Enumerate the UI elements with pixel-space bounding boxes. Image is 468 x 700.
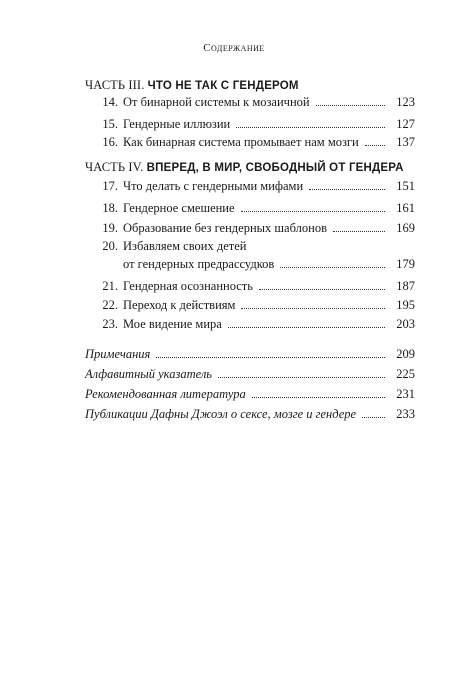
- toc-entry-19[interactable]: [85, 220, 415, 236]
- chapter-number: 19.: [102, 221, 118, 235]
- chapter-number: 20.: [102, 239, 118, 253]
- dot-leader: [228, 327, 385, 328]
- chapter-number: 16.: [102, 135, 118, 149]
- toc-entry-18[interactable]: [85, 200, 415, 216]
- page-number: 137: [396, 135, 415, 149]
- part-heading-3: [85, 78, 299, 93]
- toc-entry-16[interactable]: [85, 134, 415, 150]
- toc-entry-index[interactable]: [85, 366, 415, 382]
- dot-leader: [252, 397, 385, 398]
- toc-entry-notes[interactable]: [85, 346, 415, 362]
- chapter-number: 21.: [102, 279, 118, 293]
- toc-entry-20-line1[interactable]: [85, 238, 415, 254]
- dot-leader: [241, 308, 385, 309]
- dot-leader: [259, 289, 385, 290]
- chapter-title: Переход к действиям: [123, 298, 236, 312]
- back-matter-title: Рекомендованная литература: [85, 387, 246, 401]
- page-number: 179: [396, 257, 415, 271]
- chapter-title: Избавляем своих детей: [123, 239, 247, 253]
- page-number: 195: [396, 298, 415, 312]
- page-number: 225: [396, 367, 415, 381]
- toc-entry-23[interactable]: [85, 316, 415, 332]
- chapter-title: От бинарной системы к мозаичной: [123, 95, 310, 109]
- page-number: 151: [396, 179, 415, 193]
- chapter-number: 15.: [102, 117, 118, 131]
- chapter-title: Гендерное смешение: [123, 201, 235, 215]
- toc-entry-14[interactable]: [85, 94, 415, 110]
- chapter-number: 14.: [102, 95, 118, 109]
- back-matter-title: Алфавитный указатель: [85, 367, 212, 381]
- back-matter-title: Публикации Дафны Джоэл о сексе, мозге и гендере: [85, 407, 357, 421]
- dot-leader: [280, 267, 385, 268]
- page-number: 203: [396, 317, 415, 331]
- running-head: Содержание: [203, 42, 265, 54]
- chapter-title: Мое видение мира: [123, 317, 222, 331]
- toc-entry-15[interactable]: [85, 116, 415, 132]
- back-matter-title: Примечания: [85, 347, 151, 361]
- dot-leader: [156, 357, 385, 358]
- chapter-title: Гендерная осознанность: [123, 279, 253, 293]
- page-number: 233: [396, 407, 415, 421]
- page-number: 123: [396, 95, 415, 109]
- page-number: 231: [396, 387, 415, 401]
- part-number: ЧАСТЬ III.: [85, 78, 145, 92]
- chapter-number: 23.: [102, 317, 118, 331]
- toc-entry-reading[interactable]: [85, 386, 415, 402]
- dot-leader: [309, 189, 385, 190]
- toc-entry-17[interactable]: [85, 178, 415, 194]
- chapter-number: 18.: [102, 201, 118, 215]
- part-heading-4: [85, 160, 404, 175]
- chapter-number: 17.: [102, 179, 118, 193]
- dot-leader: [365, 145, 385, 146]
- dot-leader: [333, 231, 385, 232]
- chapter-title: Образование без гендерных шаблонов: [123, 221, 327, 235]
- dot-leader: [241, 211, 385, 212]
- dot-leader: [362, 417, 385, 418]
- part-number: ЧАСТЬ IV.: [85, 160, 144, 174]
- toc-entry-22[interactable]: [85, 297, 415, 313]
- page-number: 169: [396, 221, 415, 235]
- part-title: ВПЕРЕД, В МИР, СВОБОДНЫЙ ОТ ГЕНДЕРА: [146, 162, 404, 174]
- chapter-title: Гендерные иллюзии: [123, 117, 231, 131]
- page-number: 127: [396, 117, 415, 131]
- toc-entry-21[interactable]: [85, 278, 415, 294]
- dot-leader: [218, 377, 385, 378]
- chapter-title-continued: от гендерных предрассудков: [123, 257, 275, 271]
- part-title: ЧТО НЕ ТАК С ГЕНДЕРОМ: [147, 80, 299, 92]
- page-number: 161: [396, 201, 415, 215]
- chapter-number: 22.: [102, 298, 118, 312]
- toc-entry-publications[interactable]: [85, 406, 415, 422]
- page-number: 209: [396, 347, 415, 361]
- dot-leader: [316, 105, 385, 106]
- chapter-title: Как бинарная система промывает нам мозги: [123, 135, 359, 149]
- toc-entry-20-line2[interactable]: [85, 256, 415, 272]
- chapter-title: Что делать с гендерными мифами: [123, 179, 304, 193]
- page-number: 187: [396, 279, 415, 293]
- dot-leader: [236, 127, 385, 128]
